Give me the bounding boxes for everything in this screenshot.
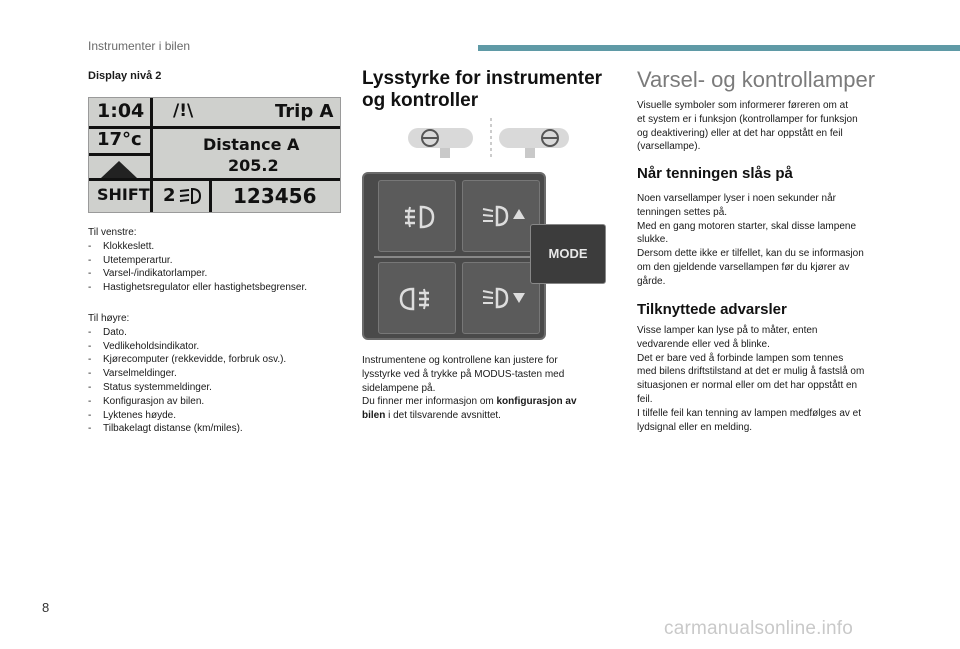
mode-button-illustration: MODE [530, 224, 606, 284]
list-item: - Klokkeslett. [88, 240, 343, 254]
front-fog-switch [378, 180, 456, 252]
left-side-list-block [88, 226, 343, 295]
list-item: - Utetemperartur. [88, 254, 343, 268]
ignition-subheading: Når tenningen slås på [637, 165, 793, 182]
lcd-warning-icon: /!\ [173, 101, 194, 121]
lcd-divider-left-mid [89, 153, 151, 156]
list-item: - Kjørecomputer (rekkevidde, forbruk osv.). [88, 353, 343, 367]
lcd-divider-bottom [89, 178, 340, 181]
list-item: - Varsel-/indikatorlamper. [88, 267, 343, 281]
list-item: - Tilbakelagt distanse (km/miles). [88, 422, 343, 436]
headlamp-up-icon [463, 181, 539, 251]
list-item: - Status systemmeldinger. [88, 381, 343, 395]
warning-lamps-intro: Visuelle symboler som informerer føreren om at et system er i funksjon (kontrollamper for funksjon og deaktivering) eller at det har oppstått en feil (varsellampe). [637, 100, 858, 153]
list-item: - Vedlikeholdsindikator. [88, 340, 343, 354]
display-level-label: Display nivå 2 [88, 70, 162, 82]
ignition-body: Noen varsellamper lyser i noen sekunder når tenningen settes på. Med en gang motoren starter, skal disse lampene slukke. Dersom dette ikke er tilfellet, kan du se informasjon om den gjeldende varsellampen før du kjører av gårde. [637, 193, 864, 287]
page-number: 8 [42, 600, 50, 615]
headlamp-down-icon [463, 263, 539, 333]
list-item: - Varselmeldinger. [88, 367, 343, 381]
lcd-light-level: 2 [163, 185, 176, 206]
brightness-heading: Lysstyrke for instrumenter og kontroller [362, 68, 603, 111]
headlamp-level-icon [178, 186, 202, 206]
right-side-list-block [88, 312, 343, 436]
list-item: - Dato. [88, 326, 343, 340]
header-accent-bar [478, 45, 960, 51]
brightness-body: Instrumentene og kontrollene kan justere for lysstyrke ved å trykke på MODUS-tasten med sidelampene på. Du finner mer informasjon om konfigurasjon av bilen i det tilsvarende avsnittet. [362, 355, 577, 422]
lcd-display-illustration [88, 97, 341, 213]
watermark: carmanualsonline.info [664, 618, 854, 639]
left-side-heading: Til venstre: [88, 227, 137, 238]
rear-fog-lamp-icon [379, 263, 455, 333]
front-fog-lamp-icon [379, 181, 455, 251]
warning-lamps-heading: Varsel- og kontrollamper [637, 67, 876, 92]
lcd-distance-value: 205.2 [228, 156, 279, 175]
list-item: - Konfigurasjon av bilen. [88, 395, 343, 409]
rear-fog-switch [378, 262, 456, 334]
shift-arrow-icon [101, 161, 137, 178]
steering-wheel-illustration [405, 118, 585, 160]
list-item: - Lyktenes høyde. [88, 409, 343, 423]
lcd-temperature: 17°c [97, 129, 142, 150]
left-side-list [88, 240, 343, 295]
related-warnings-body: Visse lamper kan lyse på to måter, enten vedvarende eller ved å blinke. Det er bare ved å forbinde lampen som tennes med bilens driftstilstand at det er mulig å fastslå om situasjonen er normal eller om det har oppstått en feil. I tilfelle feil kan tenning av lampen medfølges av et lydsignal eller en melding. [637, 325, 865, 433]
right-side-heading: Til høyre: [88, 313, 130, 324]
running-header: Instrumenter i bilen [88, 39, 191, 53]
switch-panel-divider [374, 256, 530, 258]
lcd-shift: SHIFT [97, 185, 150, 204]
lcd-time: 1:04 [97, 100, 145, 122]
right-side-list [88, 326, 343, 436]
lcd-divider-small [209, 178, 212, 212]
lcd-distance-label: Distance A [203, 135, 300, 154]
headlamp-down-switch [462, 262, 540, 334]
lcd-trip: Trip A [275, 101, 334, 122]
headlamp-up-switch [462, 180, 540, 252]
related-warnings-subheading: Tilknyttede advarsler [637, 301, 787, 318]
list-item: - Hastighetsregulator eller hastighetsbegrenser. [88, 281, 343, 295]
switch-panel-illustration [362, 172, 546, 340]
lcd-odometer: 123456 [233, 184, 317, 208]
